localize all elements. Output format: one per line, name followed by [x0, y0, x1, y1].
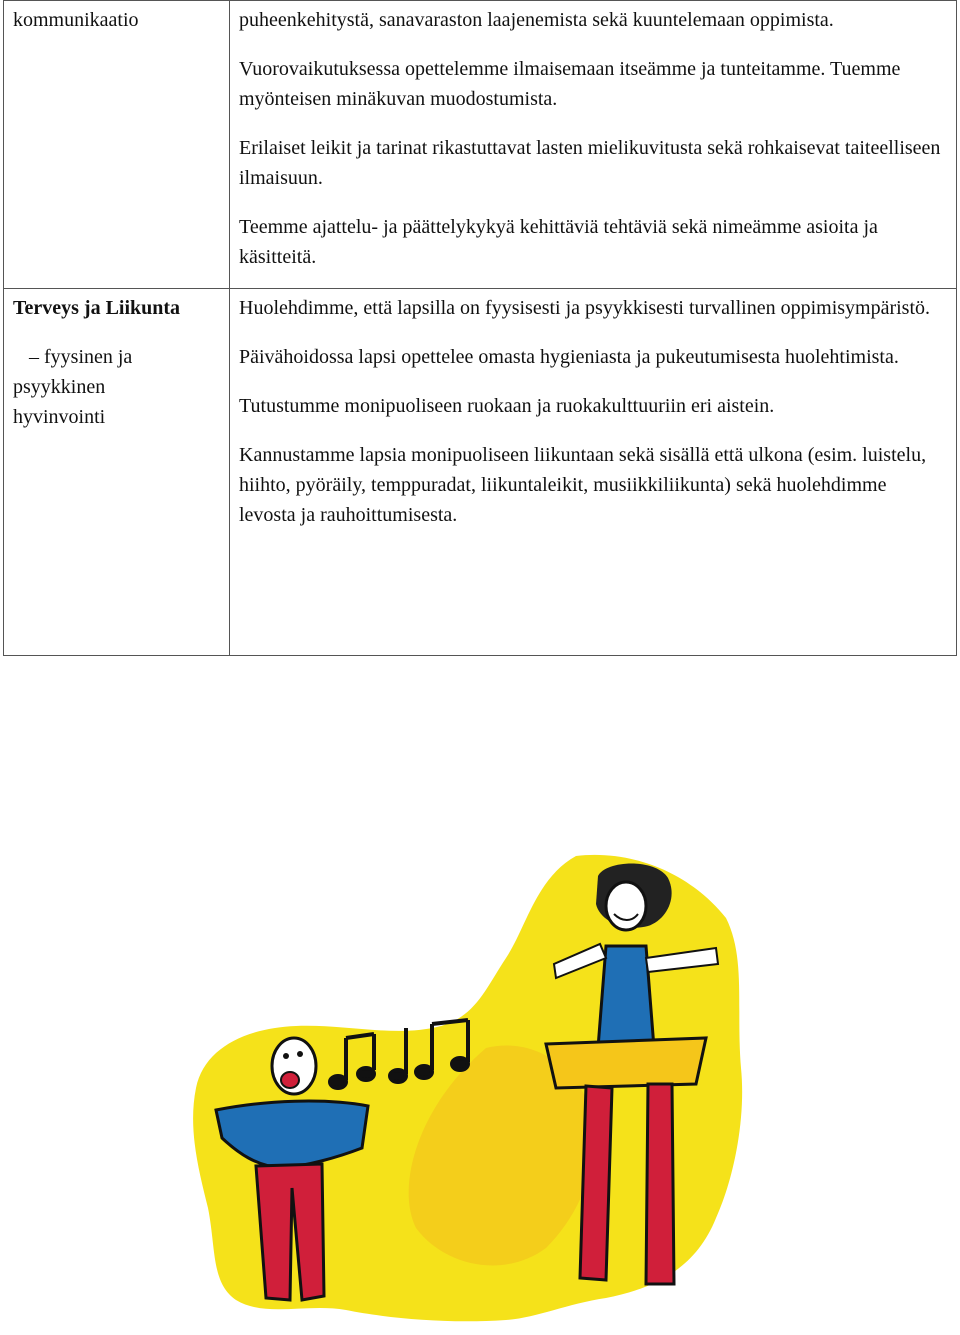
row-subheading: – fyysinen ja	[29, 346, 133, 368]
table-row	[4, 289, 957, 656]
curriculum-table	[3, 0, 957, 656]
paragraph: Kannustamme lapsia monipuoliseen liikuntaan sekä sisällä että ulkona (esim. luistelu, hiihto, pyöräily, temppuradat, liikuntaleikit, musiikkiliikunta) sekä huolehdimme levosta ja rauhoittumisesta.	[239, 444, 927, 526]
row-subheading: psyykkinen	[13, 376, 106, 398]
paragraph: Huolehdimme, että lapsilla on fyysisesti ja psyykkisesti turvallinen oppimisympäristö.	[239, 297, 931, 319]
paragraph: Tutustumme monipuoliseen ruokaan ja ruokakulttuuriin eri aistein.	[239, 395, 775, 417]
row-content-cell	[230, 1, 957, 289]
paragraph: Vuorovaikutuksessa opettelemme ilmaisemaan itseämme ja tunteitamme. Tuemme myönteisen minäkuvan muodostumista.	[239, 58, 901, 110]
table-row	[4, 1, 957, 289]
row-subheading: hyvinvointi	[13, 406, 106, 428]
row-content-cell	[230, 289, 957, 656]
row-label-cell	[4, 1, 230, 289]
row-heading: Terveys ja Liikunta	[13, 297, 181, 319]
paragraph: puheenkehitystä, sanavaraston laajenemista sekä kuuntelemaan oppimista.	[239, 9, 834, 31]
paragraph: Teemme ajattelu- ja päättelykykyä kehittäviä tehtäviä sekä nimeämme asioita ja käsitteitä.	[239, 216, 878, 268]
row-label-cell	[4, 289, 230, 656]
drawing-svg	[186, 848, 748, 1326]
paragraph: Erilaiset leikit ja tarinat rikastuttavat lasten mielikuvitusta sekä rohkaisevat taiteelliseen ilmaisuun.	[239, 137, 941, 189]
row-heading: kommunikaatio	[13, 9, 139, 31]
child-drawing-illustration	[186, 848, 748, 1326]
paragraph: Päivähoidossa lapsi opettelee omasta hygieniasta ja pukeutumisesta huolehtimista.	[239, 346, 899, 368]
